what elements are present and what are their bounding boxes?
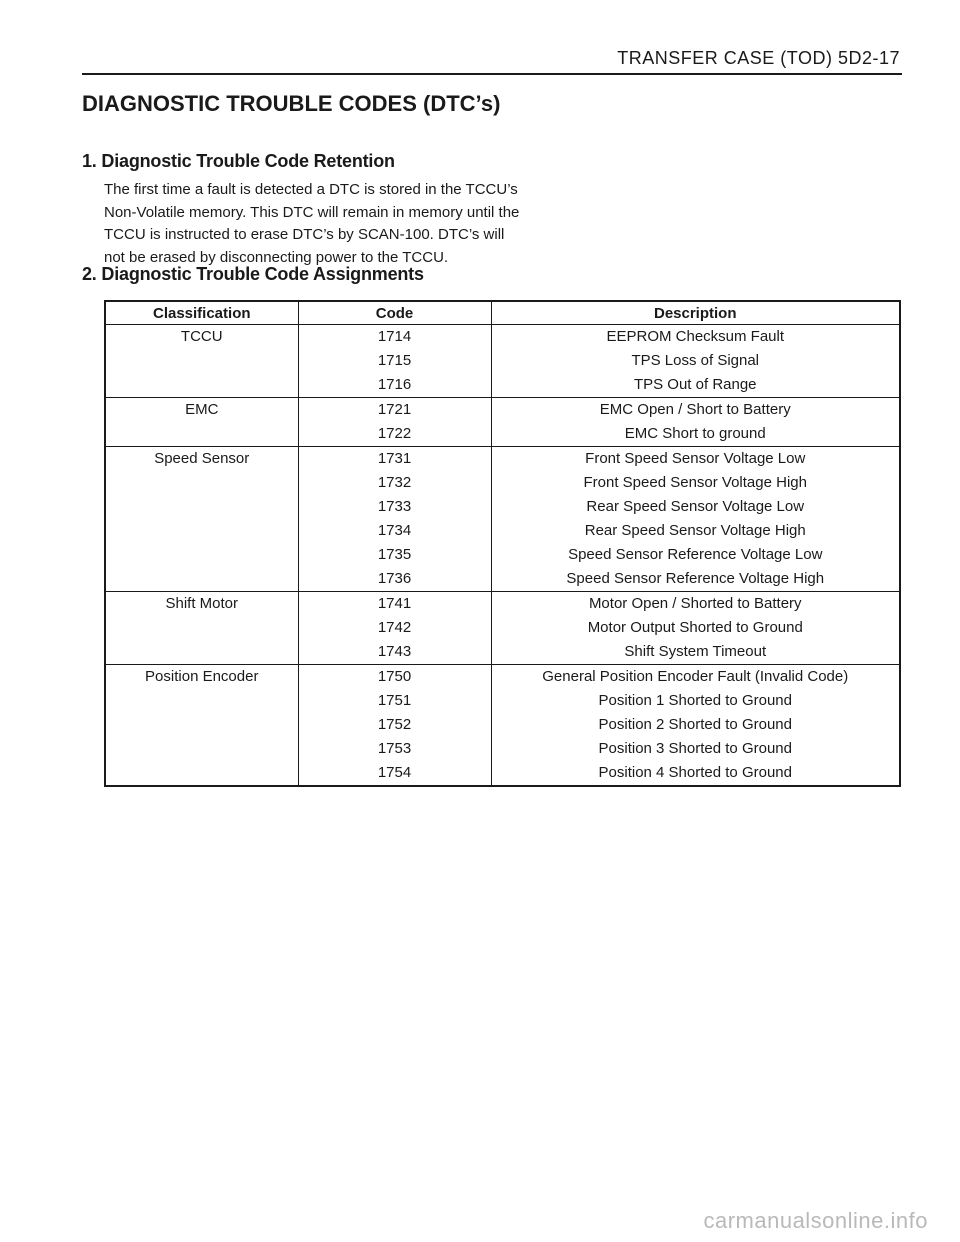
dtc-table — [104, 300, 901, 787]
description-cell: Speed Sensor Reference Voltage High — [491, 567, 900, 592]
watermark: carmanualsonline.info — [703, 1208, 928, 1233]
description-cell: TPS Out of Range — [491, 373, 900, 398]
section-heading-retention: 1. Diagnostic Trouble Code Retention — [82, 151, 395, 171]
section-heading-assignments: 2. Diagnostic Trouble Code Assignments — [82, 264, 424, 284]
column-header-code: Code — [298, 301, 491, 325]
classification-cell: EMC — [105, 398, 298, 447]
table-row — [105, 665, 900, 690]
description-cell: TPS Loss of Signal — [491, 349, 900, 373]
description-cell: Shift System Timeout — [491, 640, 900, 665]
running-header: TRANSFER CASE (TOD) 5D2-17 — [617, 48, 900, 68]
description-cell: Speed Sensor Reference Voltage Low — [491, 543, 900, 567]
header-rule — [82, 73, 902, 75]
code-cell: 1721 — [298, 398, 491, 423]
retention-paragraph: The first time a fault is detected a DTC is stored in the TCCU’s Non-Volatile memory. This DTC will remain in memory until the TCCU is instructed to erase DTC’s by SCAN-100. DTC’s will not be erased by disconnecting power to the TCCU. — [104, 181, 520, 266]
code-cell: 1742 — [298, 616, 491, 640]
code-cell: 1716 — [298, 373, 491, 398]
column-header-classification: Classification — [105, 301, 298, 325]
code-cell: 1741 — [298, 592, 491, 617]
description-cell: Position 2 Shorted to Ground — [491, 713, 900, 737]
description-cell: EMC Short to ground — [491, 422, 900, 447]
table-body — [105, 325, 900, 787]
code-cell: 1750 — [298, 665, 491, 690]
description-cell: Position 3 Shorted to Ground — [491, 737, 900, 761]
classification-cell: Position Encoder — [105, 665, 298, 787]
code-cell: 1733 — [298, 495, 491, 519]
code-cell: 1736 — [298, 567, 491, 592]
description-cell: Position 4 Shorted to Ground — [491, 761, 900, 786]
description-cell: EMC Open / Short to Battery — [491, 398, 900, 423]
description-cell: Front Speed Sensor Voltage Low — [491, 447, 900, 472]
description-cell: Rear Speed Sensor Voltage High — [491, 519, 900, 543]
description-cell: Motor Output Shorted to Ground — [491, 616, 900, 640]
code-cell: 1743 — [298, 640, 491, 665]
description-cell: Rear Speed Sensor Voltage Low — [491, 495, 900, 519]
code-cell: 1754 — [298, 761, 491, 786]
code-cell: 1752 — [298, 713, 491, 737]
description-cell: Front Speed Sensor Voltage High — [491, 471, 900, 495]
description-cell: General Position Encoder Fault (Invalid Code) — [491, 665, 900, 690]
table-header-row — [105, 301, 900, 325]
description-cell: Motor Open / Shorted to Battery — [491, 592, 900, 617]
page-title: DIAGNOSTIC TROUBLE CODES (DTC’s) — [82, 91, 501, 116]
code-cell: 1732 — [298, 471, 491, 495]
code-cell: 1714 — [298, 325, 491, 350]
code-cell: 1753 — [298, 737, 491, 761]
table-row — [105, 398, 900, 423]
classification-cell: Shift Motor — [105, 592, 298, 665]
code-cell: 1734 — [298, 519, 491, 543]
column-header-description: Description — [491, 301, 900, 325]
code-cell: 1722 — [298, 422, 491, 447]
classification-cell: TCCU — [105, 325, 298, 398]
code-cell: 1731 — [298, 447, 491, 472]
table-row — [105, 592, 900, 617]
code-cell: 1735 — [298, 543, 491, 567]
table-row — [105, 325, 900, 350]
code-cell: 1715 — [298, 349, 491, 373]
code-cell: 1751 — [298, 689, 491, 713]
table-row — [105, 447, 900, 472]
description-cell: Position 1 Shorted to Ground — [491, 689, 900, 713]
classification-cell: Speed Sensor — [105, 447, 298, 592]
description-cell: EEPROM Checksum Fault — [491, 325, 900, 350]
